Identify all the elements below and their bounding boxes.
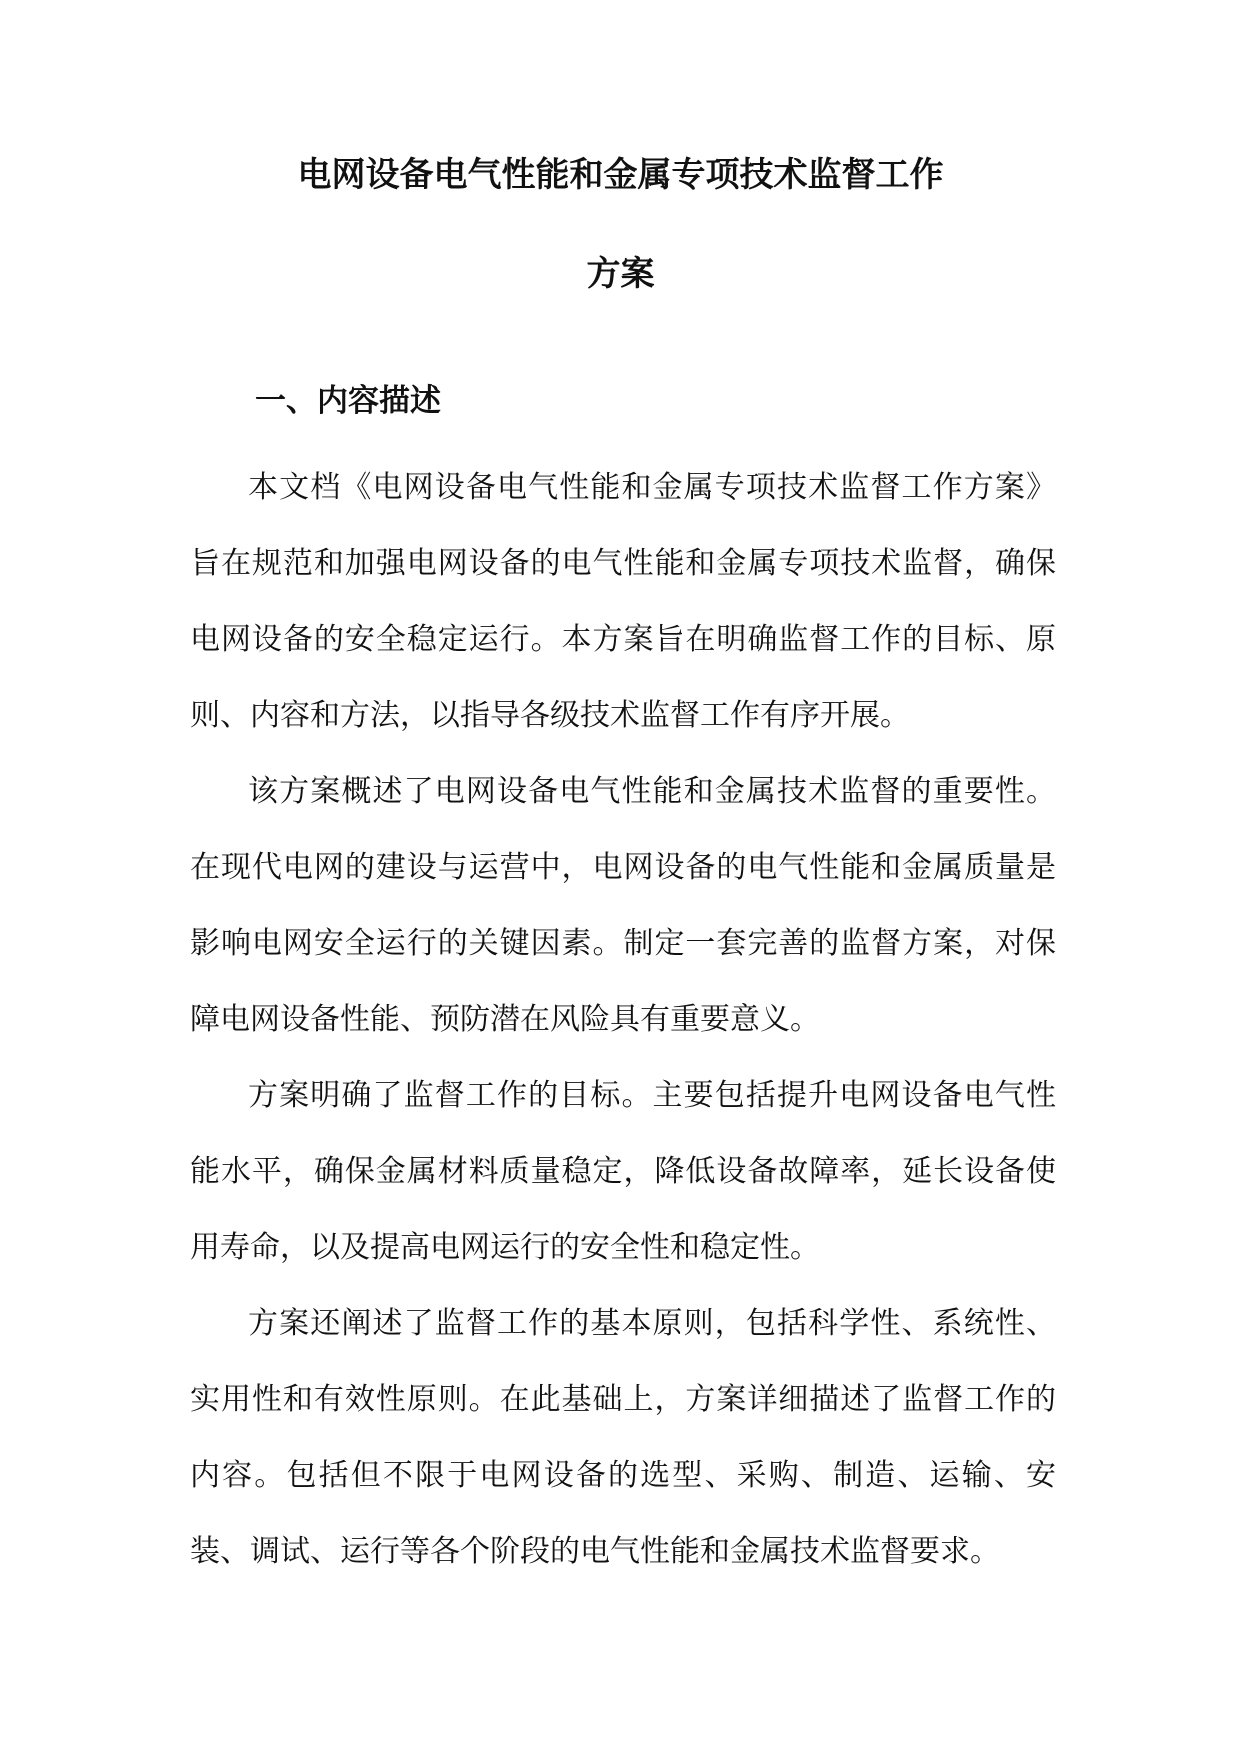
paragraph-4: 方案还阐述了监督工作的基本原则，包括科学性、系统性、实用性和有效性原则。在此基础上，方案详细描述了监督工作的内容。包括但不限于电网设备的选型、采购、制造、运输、安装、调试、运行等各个阶段的电气性能和金属技术监督要求。 [190, 1306, 1056, 1569]
document-title-line-2: 方案 [586, 254, 655, 294]
paragraph-3: 方案明确了监督工作的目标。主要包括提升电网设备电气性能水平，确保金属材料质量稳定，降低设备故障率，延长设备使用寿命，以及提高电网运行的安全性和稳定性。 [190, 1078, 1056, 1265]
paragraph-2: 该方案概述了电网设备电气性能和金属技术监督的重要性。在现代电网的建设与运营中，电网设备的电气性能和金属质量是影响电网安全运行的关键因素。制定一套完善的监督方案，对保障电网设备性能、预防潜在风险具有重要意义。 [190, 774, 1056, 1037]
document-title-line-1: 电网设备电气性能和金属专项技术监督工作 [297, 155, 944, 195]
section-heading: 一、内容描述 [255, 383, 441, 419]
paragraph-1: 本文档《电网设备电气性能和金属专项技术监督工作方案》旨在规范和加强电网设备的电气性能和金属专项技术监督，确保电网设备的安全稳定运行。本方案旨在明确监督工作的目标、原则、内容和方法，以指导各级技术监督工作有序开展。 [190, 470, 1056, 733]
